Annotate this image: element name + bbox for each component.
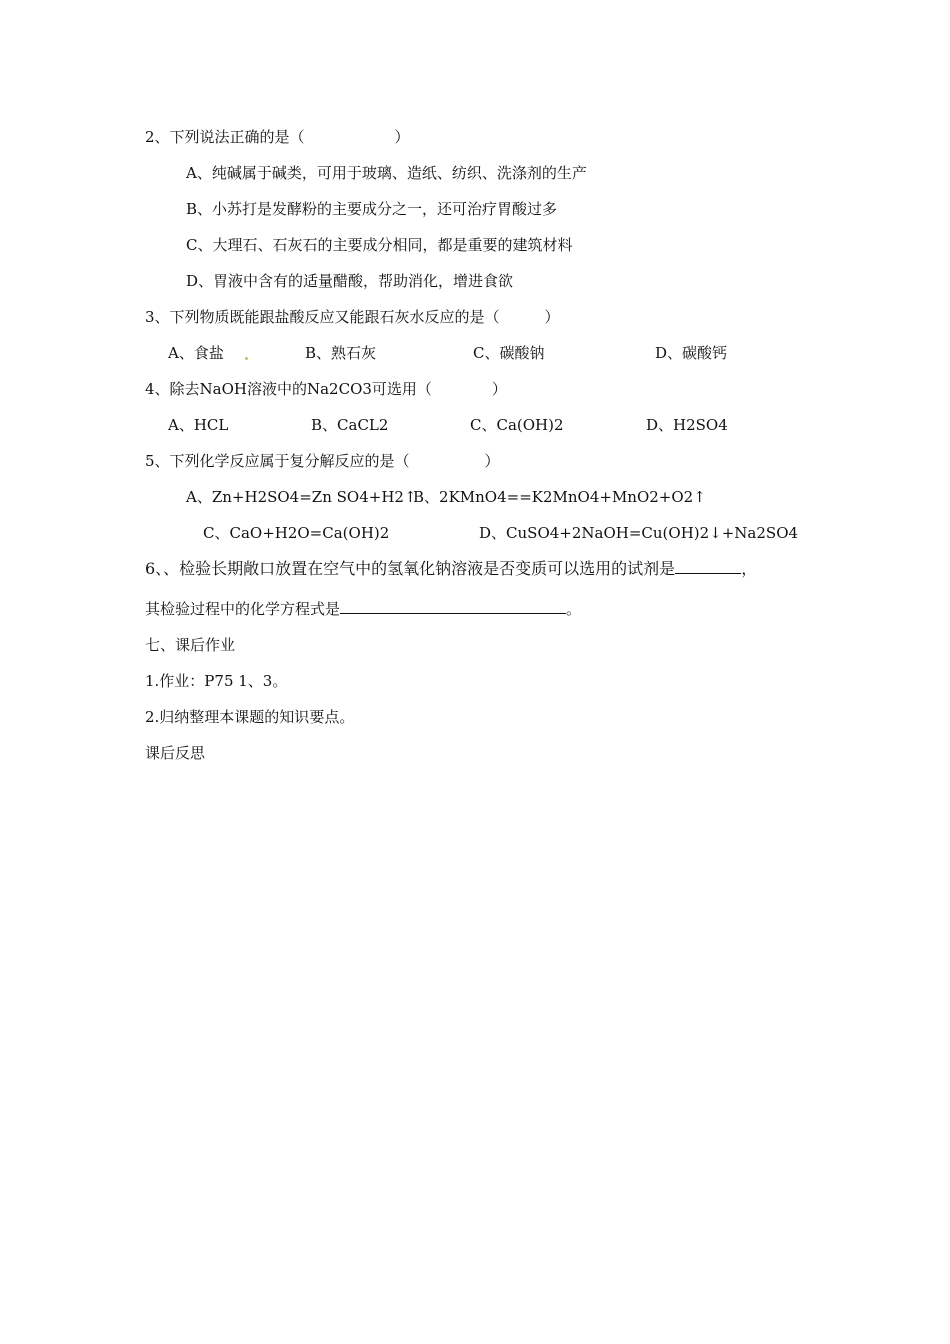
- question-3-option-b: B、熟石灰: [305, 344, 377, 362]
- question-2-option-a: A、纯碱属于碱类，可用于玻璃、造纸、纺织、洗涤剂的生产: [186, 164, 587, 182]
- reflection-heading: 课后反思: [145, 744, 206, 762]
- question-6-line-1-text: 6、、检验长期敞口放置在空气中的氢氧化钠溶液是否变质可以选用的试剂是: [145, 559, 676, 578]
- question-3-option-d: D、碳酸钙: [655, 344, 728, 362]
- question-3-option-c: C、碳酸钠: [473, 344, 545, 362]
- question-6-line-2-end: 。: [566, 600, 582, 618]
- question-2-option-c: C、大理石、石灰石的主要成分相同，都是重要的建筑材料: [186, 236, 573, 254]
- question-3-option-a: A、食盐: [168, 344, 224, 362]
- answer-blank-equation[interactable]: [340, 599, 566, 614]
- question-2-option-b: B、小苏打是发酵粉的主要成分之一，还可治疗胃酸过多: [186, 200, 558, 218]
- question-6-line-2: [145, 599, 581, 619]
- question-2-option-d: D、胃液中含有的适量醋酸，帮助消化，增进食欲: [186, 272, 514, 290]
- question-6-line-1-end: ，: [741, 559, 758, 578]
- homework-item-2: 2.归纳整理本课题的知识要点。: [145, 708, 355, 726]
- stray-mark: [245, 357, 248, 360]
- question-6-line-2-text: 其检验过程中的化学方程式是: [145, 600, 341, 618]
- question-4-option-d: D、H2SO4: [646, 416, 728, 434]
- question-5-option-c: C、CaO+H2O=Ca(OH)2: [203, 524, 390, 542]
- question-4-option-c: C、Ca(OH)2: [470, 416, 564, 434]
- question-5-stem: 5、下列化学反应属于复分解反应的是（ ）: [145, 452, 500, 470]
- question-6-line-1: [145, 559, 757, 579]
- question-2-stem: 2、下列说法正确的是（ ）: [145, 128, 410, 146]
- homework-heading: 七、课后作业: [145, 636, 236, 654]
- answer-blank-reagent[interactable]: [675, 559, 741, 574]
- question-4-option-b: B、CaCL2: [311, 416, 389, 434]
- homework-item-1: 1.作业：P75 1、3。: [145, 672, 288, 690]
- question-5-option-d: D、CuSO4+2NaOH=Cu(OH)2↓+Na2SO4: [479, 524, 799, 542]
- question-5-option-a: A、Zn+H2SO4=Zn SO4+H2↑: [186, 488, 417, 506]
- question-3-stem: 3、下列物质既能跟盐酸反应又能跟石灰水反应的是（ ）: [145, 308, 560, 326]
- question-5-option-b: B、2KMnO4==K2MnO4+MnO2+O2↑: [413, 488, 706, 506]
- question-4-stem: 4、除去NaOH溶液中的Na2CO3可选用（ ）: [145, 380, 507, 398]
- question-4-option-a: A、HCL: [168, 416, 229, 434]
